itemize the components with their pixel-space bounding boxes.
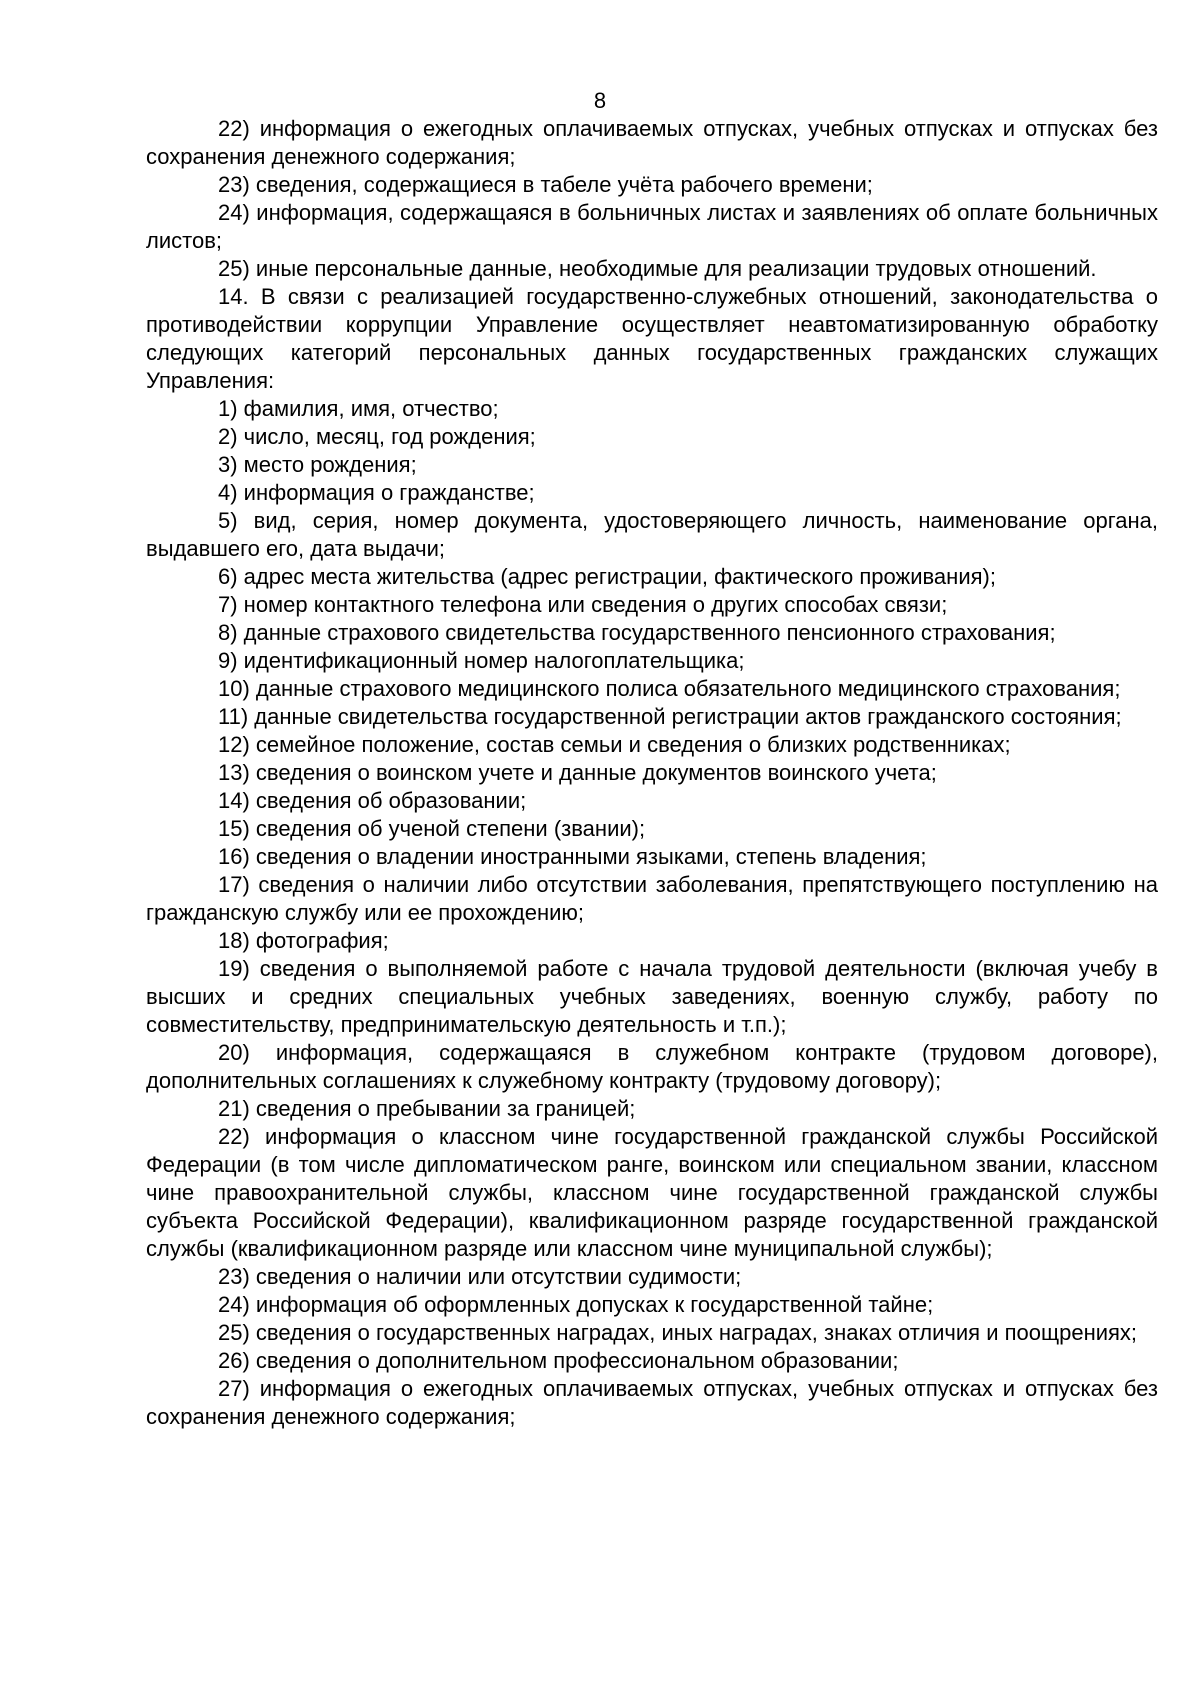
paragraph-item: 21) сведения о пребывании за границей; [218,1096,636,1121]
paragraph-item: 9) идентификационный номер налогоплательщика; [218,648,745,673]
page-number: 8 [593,88,607,113]
paragraph-item: 27) информация о ежегодных оплачиваемых отпусках, учебных отпусках и отпусках без сохранения денежного содержания; [146,1376,1158,1429]
paragraph-item: 26) сведения о дополнительном профессиональном образовании; [218,1348,899,1373]
paragraph-item: 16) сведения о владении иностранными языками, степень владения; [218,844,927,869]
paragraph-item: 11) данные свидетельства государственной регистрации актов гражданского состояния; [218,704,1122,729]
paragraph-item: 7) номер контактного телефона или сведения о других способах связи; [218,592,948,617]
paragraph-item: 4) информация о гражданстве; [218,480,535,505]
paragraph-item: 18) фотография; [218,928,389,953]
paragraph-item: 25) иные персональные данные, необходимые для реализации трудовых отношений. [218,256,1097,281]
paragraph-item: 24) информация, содержащаяся в больничных листах и заявлениях об оплате больничных листов; [146,200,1158,253]
paragraph-item: 1) фамилия, имя, отчество; [218,396,499,421]
paragraph-item: 22) информация о ежегодных оплачиваемых отпусках, учебных отпусках и отпусках без сохранения денежного содержания; [146,116,1158,169]
paragraph-item: 5) вид, серия, номер документа, удостоверяющего личность, наименование органа, выдавшего его, дата выдачи; [146,508,1158,561]
paragraph-item: 22) информация о классном чине государственной гражданской службы Российской Федерации (в том числе дипломатическом ранге, воинском или специальном звании, классном чине правоохранительной службы, классном чине государственной гражданской службы субъекта Российской Федерации), квалификационном разряде государственной гражданской службы (квалификационном разряде или классном чине муниципальной службы); [146,1124,1158,1261]
paragraph-item: 6) адрес места жительства (адрес регистрации, фактического проживания); [218,564,996,589]
paragraph-item: 19) сведения о выполняемой работе с начала трудовой деятельности (включая учебу в высших и средних специальных учебных заведениях, военную службу, работу по совместительству, предпринимательскую деятельность и т.п.); [146,956,1158,1037]
paragraph-item: 10) данные страхового медицинского полиса обязательного медицинского страхования; [218,676,1121,701]
paragraph-item: 3) место рождения; [218,452,417,477]
paragraph-item: 23) сведения, содержащиеся в табеле учёта рабочего времени; [218,172,873,197]
paragraph-item: 17) сведения о наличии либо отсутствии заболевания, препятствующего поступлению на гражданскую службу или ее прохождению; [146,872,1158,925]
paragraph-item: 20) информация, содержащаяся в служебном контракте (трудовом договоре), дополнительных соглашениях к служебному контракту (трудовому договору); [146,1040,1158,1093]
paragraph-item: 23) сведения о наличии или отсутствии судимости; [218,1264,742,1289]
paragraph-item: 15) сведения об ученой степени (звании); [218,816,646,841]
paragraph-item: 13) сведения о воинском учете и данные документов воинского учета; [218,760,937,785]
paragraph-item: 12) семейное положение, состав семьи и сведения о близких родственниках; [218,732,1011,757]
paragraph-item: 24) информация об оформленных допусках к государственной тайне; [218,1292,934,1317]
paragraph-section-14: 14. В связи с реализацией государственно-служебных отношений, законодательства о противодействии коррупции Управление осуществляет неавтоматизированную обработку следующих категорий персональных данных государственных гражданских служащих Управления: [146,284,1158,393]
paragraph-item: 25) сведения о государственных наградах, иных наградах, знаках отличия и поощрениях; [218,1320,1138,1345]
paragraph-item: 8) данные страхового свидетельства государственного пенсионного страхования; [218,620,1056,645]
document-body [146,115,1158,1431]
paragraph-item: 2) число, месяц, год рождения; [218,424,536,449]
paragraph-item: 14) сведения об образовании; [218,788,527,813]
